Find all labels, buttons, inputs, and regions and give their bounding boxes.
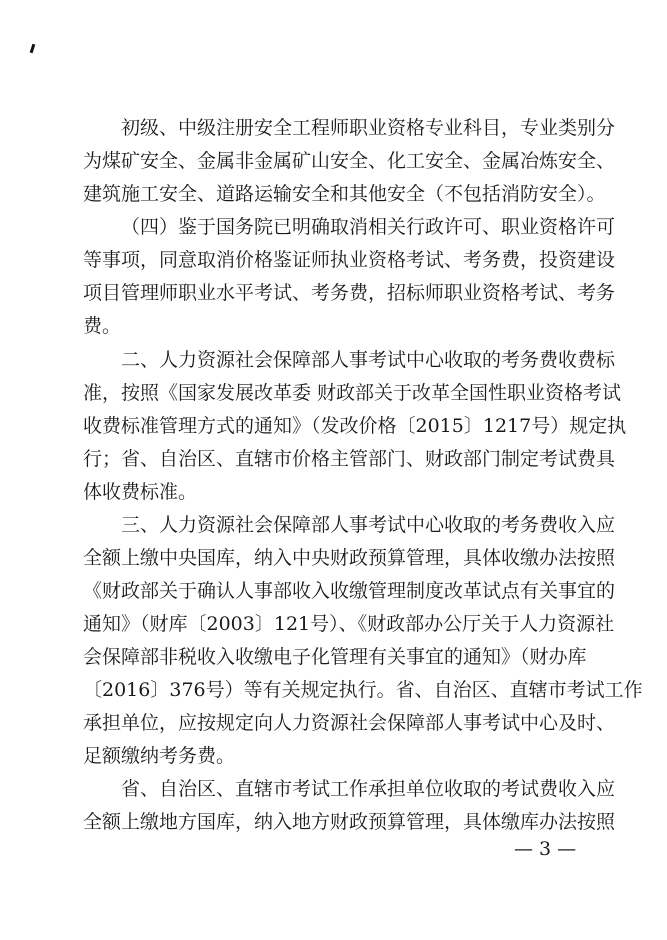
text-line: 费。 <box>83 315 122 337</box>
text-line: 承担单位，应按规定向人力资源社会保障部人事考试中心及时、 <box>83 712 616 734</box>
text-line: 三、人力资源社会保障部人事考试中心收取的考务费收入应 <box>121 514 616 536</box>
text-line: 行；省、自治区、直辖市价格主管部门、财政部门制定考试费具 <box>83 448 616 470</box>
scan-mark <box>30 44 36 53</box>
text-line: 二、人力资源社会保障部人事考试中心收取的考务费收费标 <box>121 349 616 371</box>
paragraph-provincial-fees <box>83 773 616 839</box>
text-line: 初级、中级注册安全工程师职业资格专业科目，专业类别分 <box>121 117 616 139</box>
text-line: 全额上缴中央国库，纳入中央财政预算管理，具体收缴办法按照 <box>83 547 616 569</box>
text-line: 收费标准管理方式的通知》（发改价格〔2015〕1217号）规定执 <box>83 415 627 437</box>
paragraph-qualification-categories <box>83 112 616 211</box>
text-line: 全额上缴地方国库，纳入地方财政预算管理，具体缴库办法按照 <box>83 811 616 833</box>
page-number: — 3 — <box>514 838 577 860</box>
text-line: 会保障部非税收入收缴电子化管理有关事宜的通知》（财办库 <box>83 646 587 668</box>
text-line: 《财政部关于确认人事部收入收缴管理制度改革试点有关事宜的 <box>83 580 616 602</box>
text-line: （四）鉴于国务院已明确取消相关行政许可、职业资格许可 <box>121 216 616 238</box>
text-line: 等事项，同意取消价格鉴证师执业资格考试、考务费，投资建设 <box>83 249 616 271</box>
text-line: 为煤矿安全、金属非金属矿山安全、化工安全、金属冶炼安全、 <box>83 150 616 172</box>
text-line: 建筑施工安全、道路运输安全和其他安全（不包括消防安全）。 <box>83 183 606 205</box>
paragraph-item-four <box>83 211 616 343</box>
paragraph-section-two <box>83 344 627 509</box>
paragraph-section-three <box>83 509 643 773</box>
text-line: 省、自治区、直辖市考试工作承担单位收取的考试费收入应 <box>121 778 616 800</box>
text-line: 通知》（财库〔2003〕121号）、《财政部办公厅关于人力资源社 <box>83 613 615 635</box>
text-line: 准，按照《国家发展改革委 财政部关于改革全国性职业资格考试 <box>83 382 622 404</box>
text-line: 体收费标准。 <box>83 481 198 503</box>
text-line: 项目管理师职业水平考试、考务费，招标师职业资格考试、考务 <box>83 282 616 304</box>
text-line: 足额缴纳考务费。 <box>83 745 236 767</box>
text-line: 〔2016〕376号）等有关规定执行。省、自治区、直辖市考试工作 <box>83 679 643 701</box>
